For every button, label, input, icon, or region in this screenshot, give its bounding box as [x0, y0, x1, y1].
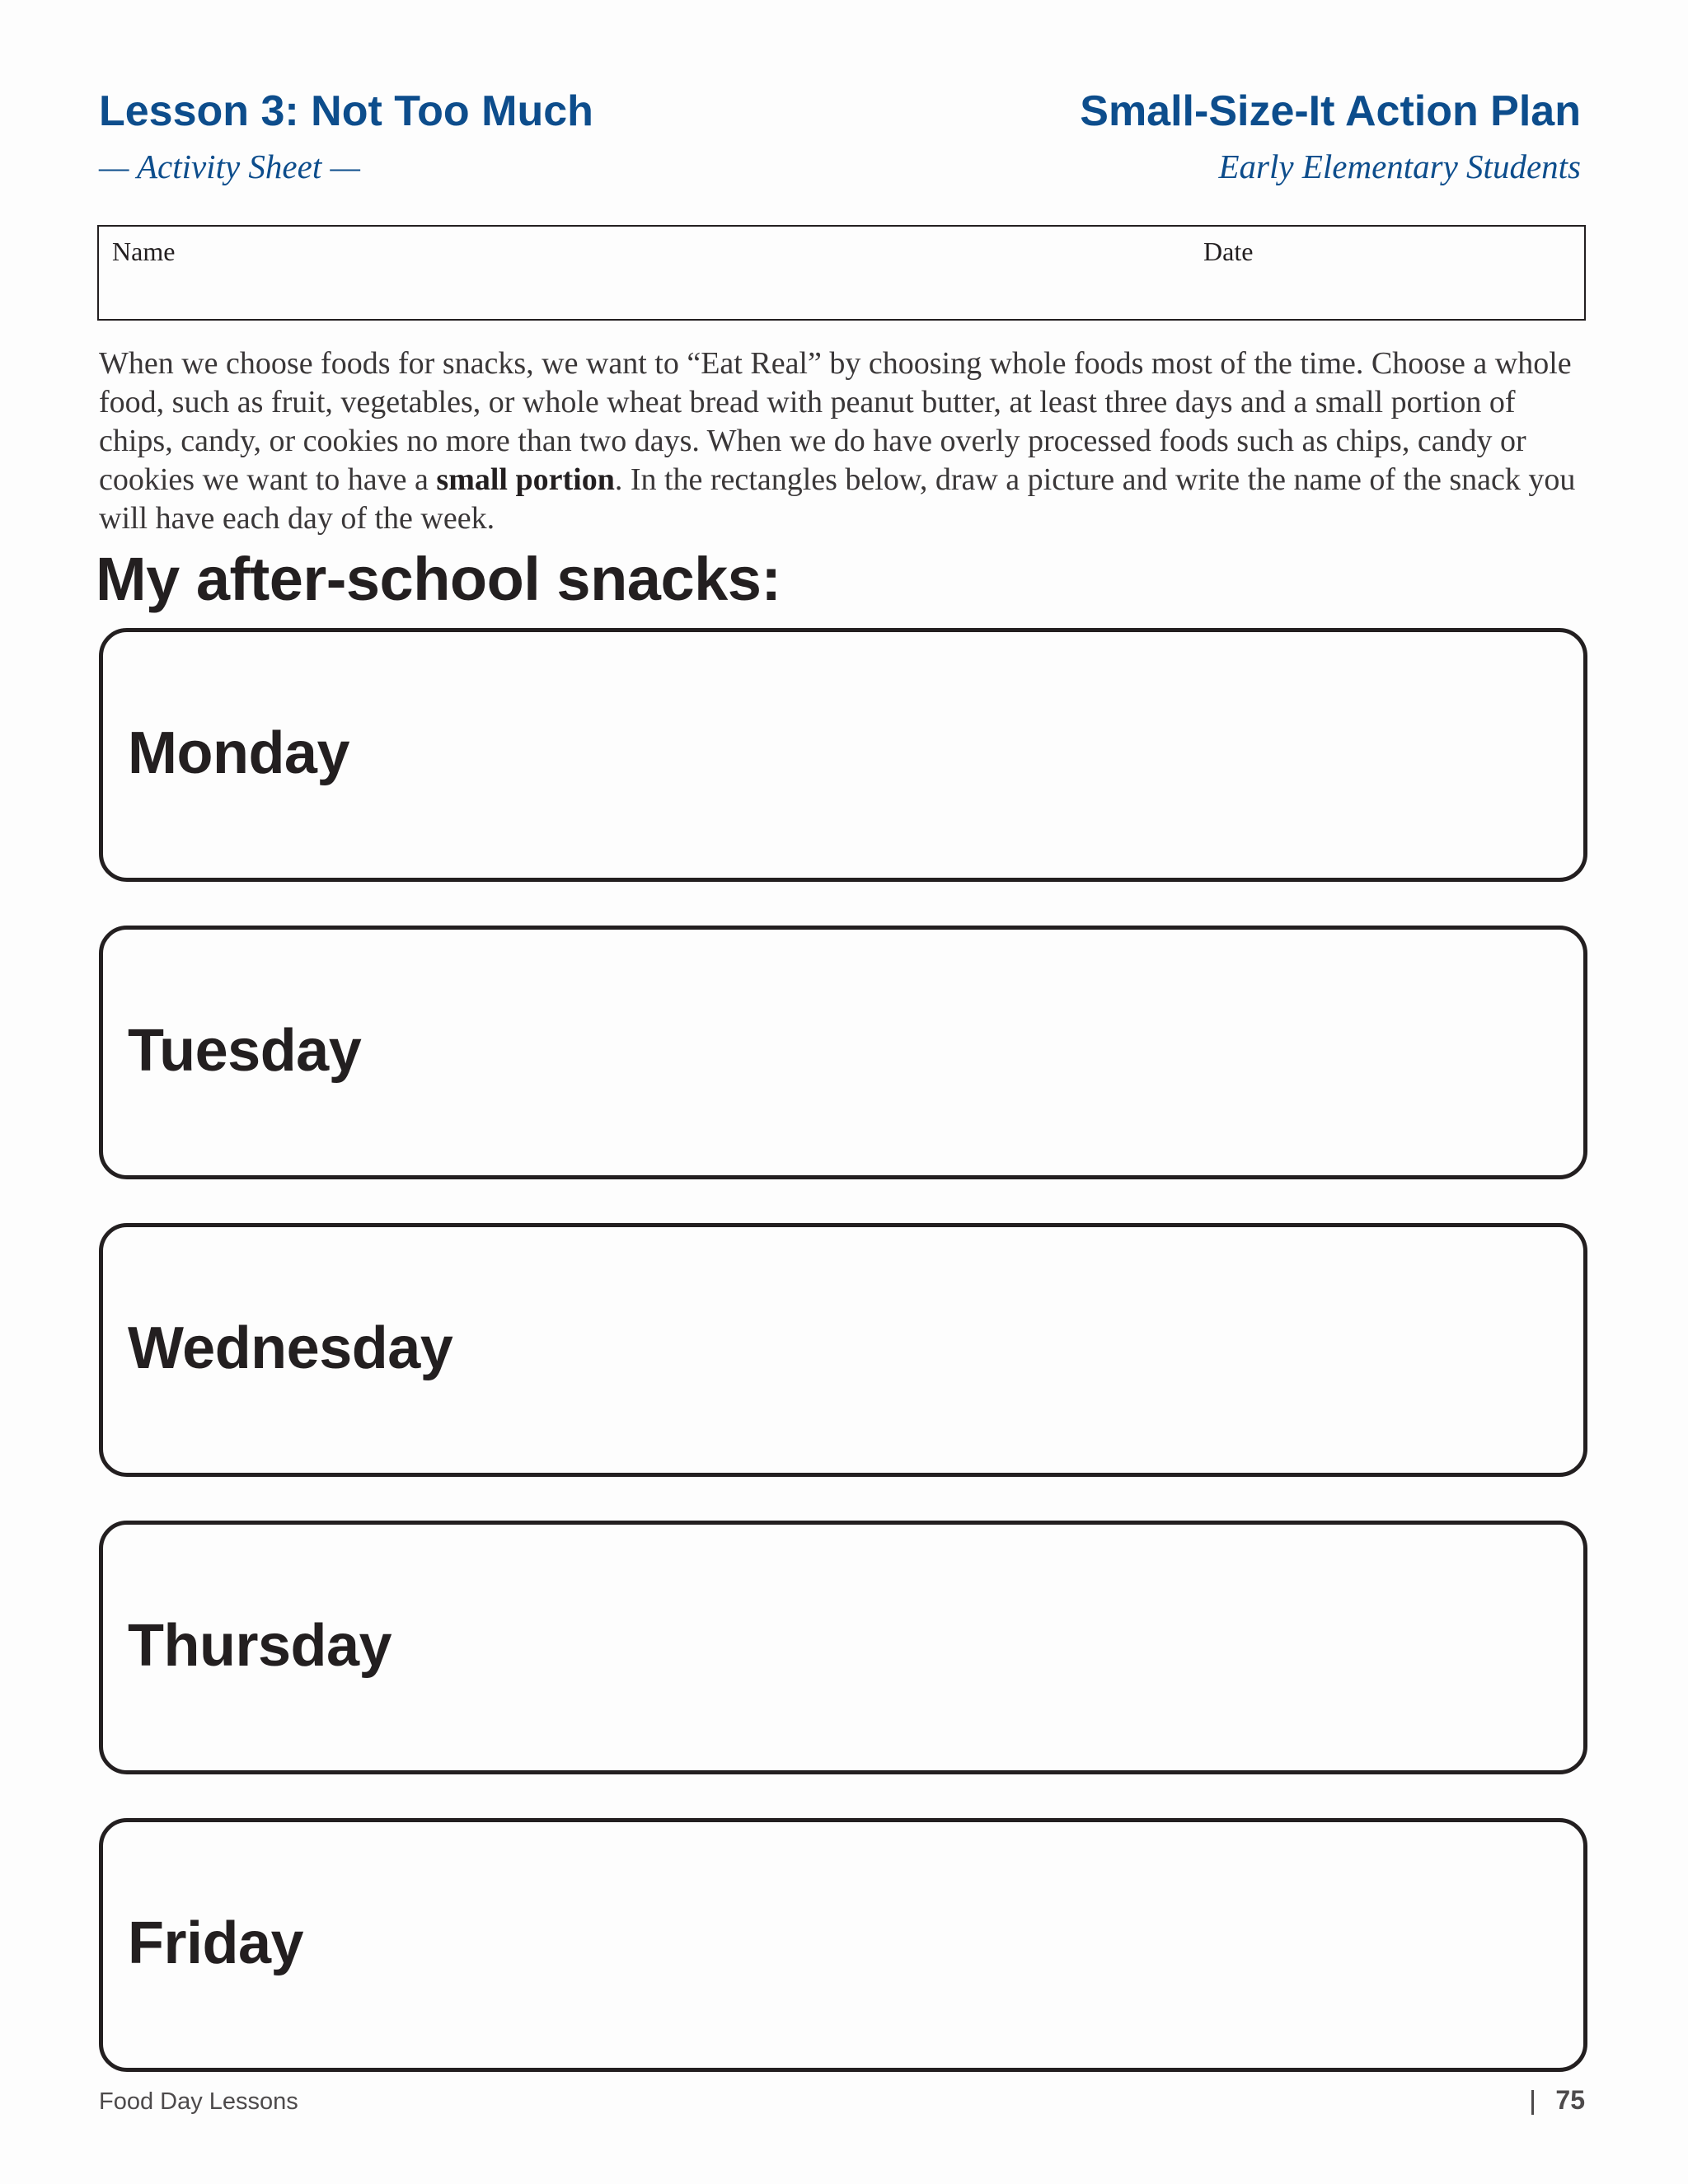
section-title: My after-school snacks:	[96, 545, 781, 613]
footer-publication: Food Day Lessons	[99, 2088, 298, 2115]
footer-divider	[1531, 2090, 1534, 2115]
day-box-friday[interactable]	[99, 1818, 1587, 2072]
name-date-box[interactable]	[97, 225, 1586, 321]
day-box-thursday[interactable]	[99, 1521, 1587, 1774]
lesson-title: Lesson 3: Not Too Much	[99, 87, 593, 135]
audience-subtitle: Early Elementary Students	[1218, 148, 1581, 185]
sheet-type: — Activity Sheet —	[99, 148, 360, 185]
page-number: 75	[1555, 2085, 1585, 2115]
instructions-text-2: . In the rectangles below, draw a picture and write the name of the snack you will have each day of the week.	[99, 462, 1576, 536]
plan-title: Small-Size-It Action Plan	[1080, 87, 1581, 135]
day-box-monday[interactable]	[99, 628, 1587, 882]
instructions-text-1: When we choose foods for snacks, we want to “Eat Real” by choosing whole foods most of the time. Choose a whole food, such as fruit, vegetables, or whole wheat bread with peanut butter, at least three days and a small portion of chips, candy, or cookies no more than two days. When we do have overly processed foods such as chips, candy or cookies we want to have a	[99, 346, 1572, 497]
day-box-wednesday[interactable]	[99, 1223, 1587, 1477]
day-box-tuesday[interactable]	[99, 926, 1587, 1179]
day-label-friday: Friday	[128, 1910, 304, 1976]
day-label-thursday: Thursday	[128, 1613, 392, 1679]
footer-page	[1531, 2085, 1585, 2116]
date-field-label: Date	[1203, 237, 1254, 266]
name-field-label: Name	[112, 237, 176, 266]
instructions-emphasis: small portion	[436, 462, 615, 497]
day-label-tuesday: Tuesday	[128, 1018, 362, 1084]
day-label-wednesday: Wednesday	[128, 1315, 453, 1381]
day-label-monday: Monday	[128, 720, 350, 786]
instructions-paragraph	[99, 344, 1591, 538]
